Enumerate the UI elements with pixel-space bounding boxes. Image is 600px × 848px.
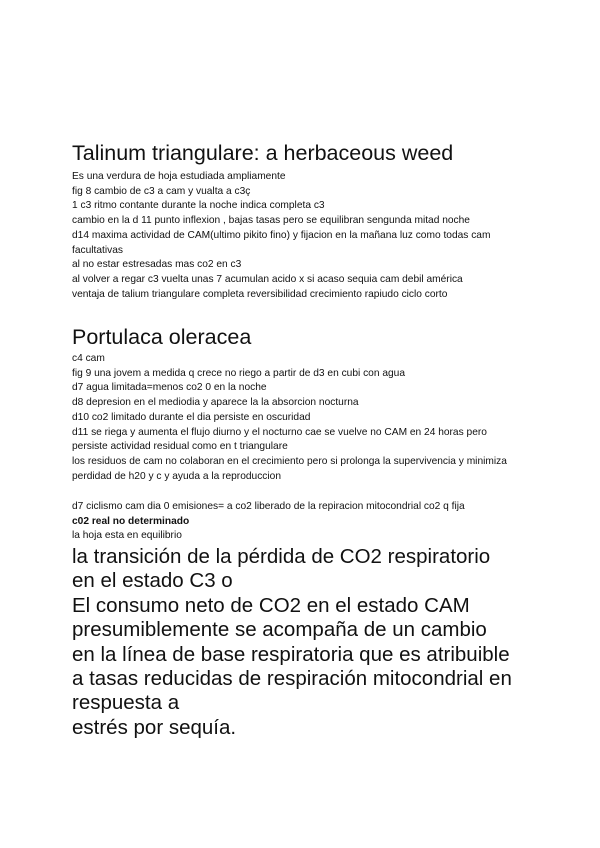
text-line: d7 ciclismo cam dia 0 emisiones= a co2 liberado de la repiracion mitocondrial co2 q fija <box>72 501 465 512</box>
text-line: d7 agua limitada=menos co2 0 en la noche <box>72 382 267 394</box>
text-line: c4 cam <box>72 353 105 364</box>
large-text-line: la transición de la pérdida de CO2 respiratorio <box>72 545 491 568</box>
large-text-line: El consumo neto de CO2 en el estado CAM <box>72 593 470 617</box>
text-line: la hoja esta en equilibrio <box>72 530 182 542</box>
bold-note: c02 real no determinado <box>72 515 190 527</box>
text-line: cambio en la d 11 punto inflexion , bajas tasas pero se equilibran sengunda mitad noche <box>72 215 470 227</box>
section-body-talinum <box>72 170 512 302</box>
large-quote-block <box>72 545 542 740</box>
text-line: fig 8 cambio de c3 a cam y vualta a c3ç <box>72 185 251 197</box>
text-line: ventaja de talium triangulare completa reversibilidad crecimiento rapiudo ciclo corto <box>72 288 448 300</box>
text-line: fig 9 una jovem a medida q crece no riego a partir de d3 en cubi con agua <box>72 367 406 379</box>
text-line: al volver a regar c3 vuelta unas 7 acumulan acido x si acaso sequia cam debil américa <box>72 273 463 285</box>
text-line: al no estar estresadas mas co2 en c3 <box>72 259 242 271</box>
text-line: d14 maxima actividad de CAM(ultimo pikito fino) y fijacion en la mañana luz como todas cam facultativas <box>72 229 491 256</box>
large-text-line: en la línea de base respiratoria que es atribuible <box>72 642 510 666</box>
notes-block <box>72 500 512 544</box>
large-text-line: estrés por sequía. <box>72 715 237 739</box>
section-body-portulaca <box>72 352 512 484</box>
text-line: los residuos de cam no colaboran en el crecimiento pero si prolonga la supervivencia y minimiza perdidad de h20 y c y ayuda a la reproduccion <box>72 455 507 482</box>
section-title-talinum: Talinum triangulare: a herbaceous weed <box>72 141 454 165</box>
text-line: d11 se riega y aumenta el flujo diurno y el nocturno cae se vuelve no CAM en 24 horas pero persiste actividad residual como en t triangulare <box>72 426 487 453</box>
large-text-line: en el estado C3 o <box>72 569 233 593</box>
text-line: Es una verdura de hoja estudiada ampliamente <box>72 171 286 182</box>
large-text-line: presumiblemente se acompaña de un cambio <box>72 618 487 642</box>
text-line: 1 c3 ritmo contante durante la noche indica completa c3 <box>72 200 325 212</box>
large-text-line: respuesta a <box>72 691 180 715</box>
text-line: d8 depresion en el mediodia y aparece la la absorcion nocturna <box>72 397 359 409</box>
section-title-portulaca: Portulaca oleracea <box>72 325 252 349</box>
text-line: d10 co2 limitado durante el dia persiste en oscuridad <box>72 411 311 423</box>
large-text-line: a tasas reducidas de respiración mitocondrial en <box>72 667 512 691</box>
